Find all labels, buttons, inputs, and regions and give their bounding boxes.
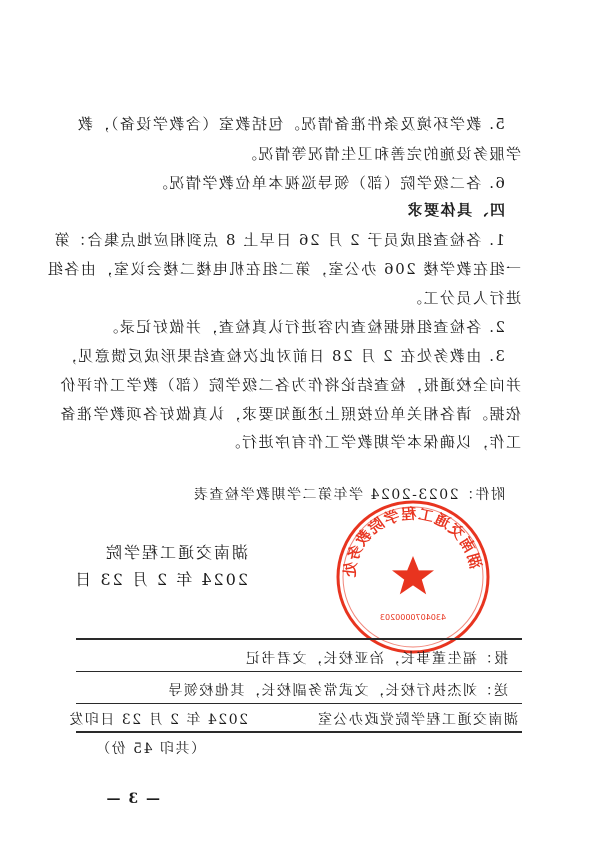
send-recipients: 送：刘杰执行校长，文武常务副校长，其他校领导 (167, 683, 508, 699)
item6: 6. 各二级学院（部）领导巡视本单位教学情况。 (151, 174, 505, 192)
official-seal (334, 498, 492, 656)
seal-star-icon (392, 556, 434, 594)
page-number: — 3 — (105, 791, 160, 807)
requirement-3-line3: 依据。请各相关单位按照上述通知要求，认真做好各项教学准备 (58, 405, 521, 423)
requirement-2: 2. 各检查组根据检查内容进行认真检查，并做好记录。 (101, 318, 505, 336)
requirement-3-line1: 3. 由教务处在 2 月 28 日前对此次检查结果形成反馈意见， (60, 347, 505, 365)
attachment-note: 附件：2023-2024 学年第二学期教学检查表 (192, 487, 505, 503)
requirement-1-line2: 一组在教学楼 206 办公室，第二组在机电楼二楼会议室，由各组 (46, 260, 521, 278)
requirement-3-line4: 工作，以确保本学期教学工作有序进行。 (223, 433, 521, 451)
issuing-office: 湖南交通工程学院党政办公室 (316, 712, 518, 728)
item5-line2: 学服务设施的完善和卫生情况等情况。 (240, 145, 521, 163)
issue-date: 2024 年 2 月 23 日 (73, 570, 248, 589)
section-heading: 四、具体要求 (405, 201, 505, 219)
requirement-1-line3: 进行人员分工。 (405, 289, 521, 307)
divider-bottom (76, 731, 522, 733)
report-recipients: 报：福生董事长，冶亚校长，文君书记 (244, 651, 508, 667)
seal-text: 湖南交通工程学院教务处 (340, 504, 485, 580)
requirement-3-line2: 并向全校通报，检查结论将作为各二级学院（部）教学工作评价 (58, 376, 521, 394)
divider-top (76, 638, 522, 640)
seal-number: 4304070000203 (379, 613, 447, 622)
issuer-name: 湖南交通工程学院 (103, 543, 248, 562)
requirement-1-line1: 1. 各检查组成员于 2 月 26 日早上 8 点到相应地点集合：第 (53, 231, 505, 249)
copies-note: （共印 45 份） (94, 741, 205, 757)
item5-line1: 5. 教学环境及条件准备情况。包括教室（含教学设备），教 (76, 115, 505, 133)
divider-middle (76, 671, 522, 672)
print-date: 2024 年 2 月 23 日印发 (67, 712, 248, 728)
divider-lower (76, 703, 522, 704)
